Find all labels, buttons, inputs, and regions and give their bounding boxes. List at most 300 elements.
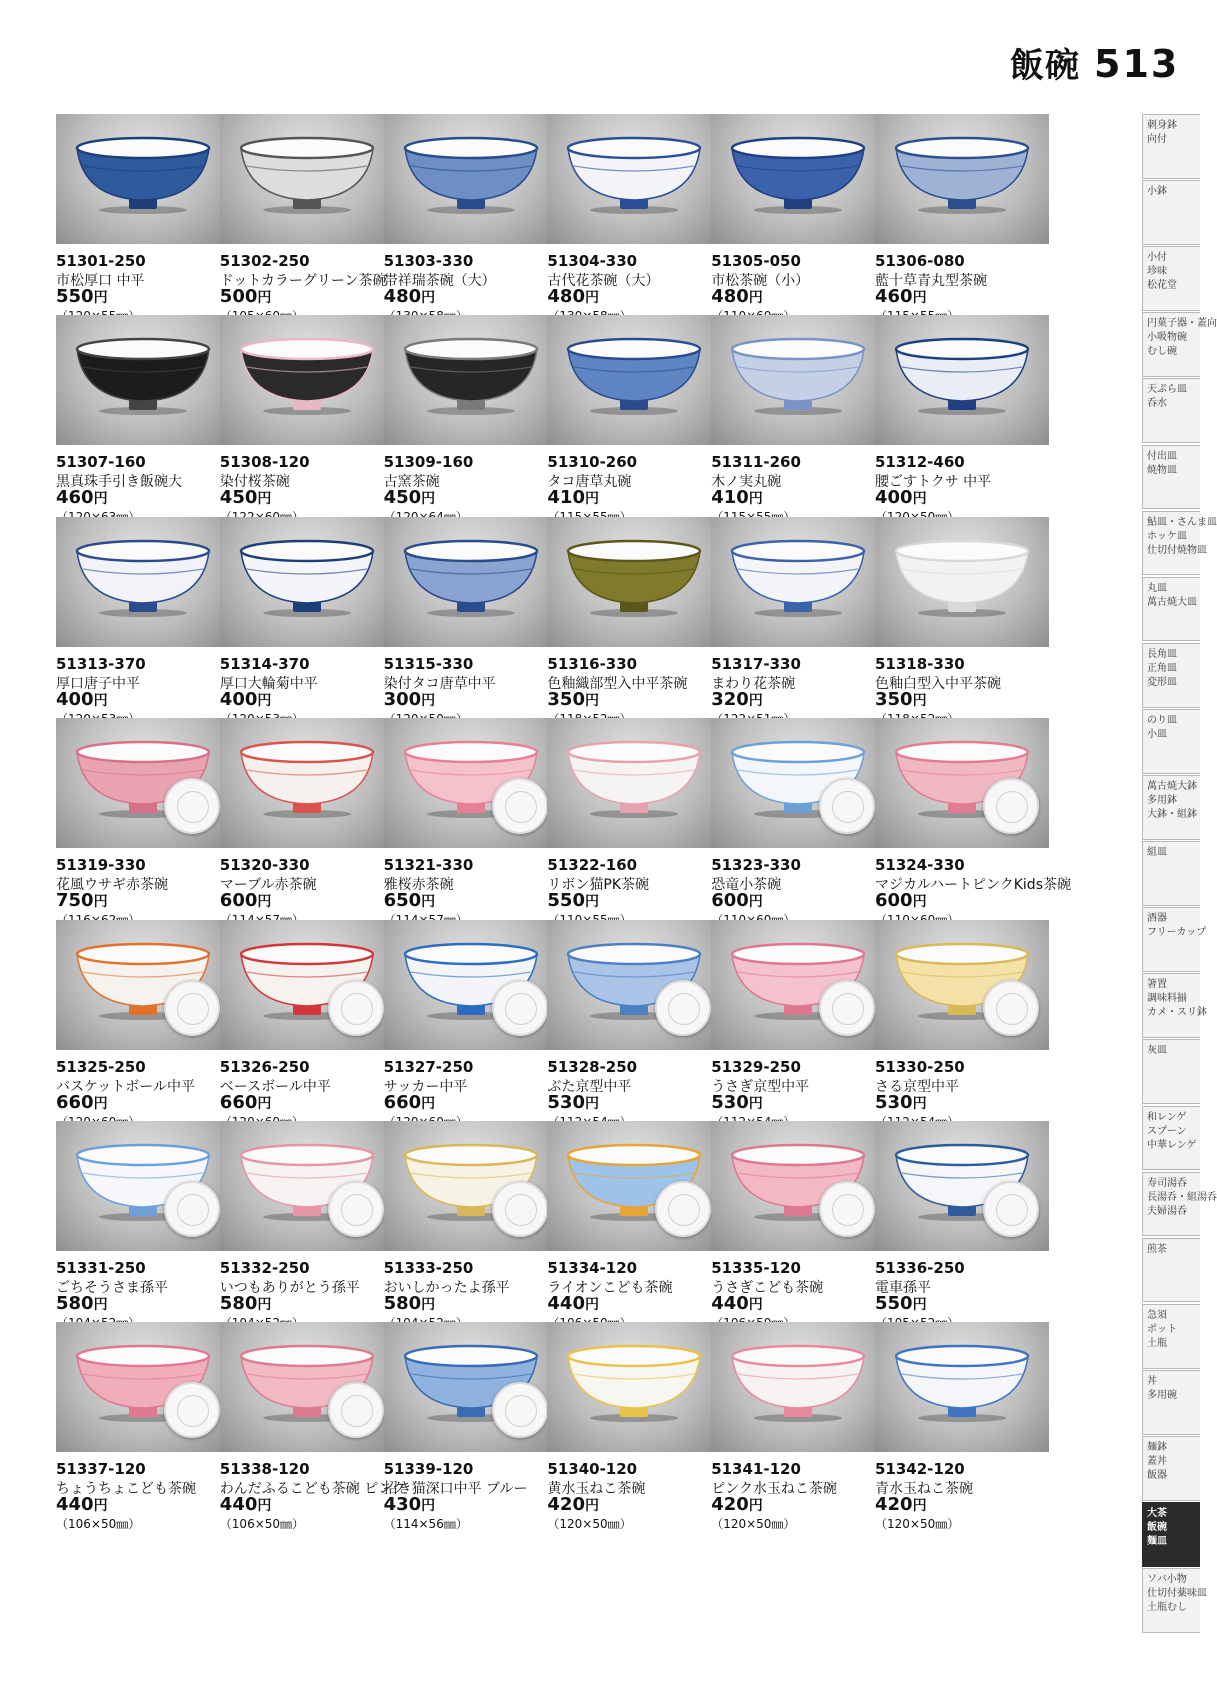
price-unit: 円 (748, 290, 763, 306)
product-name: バスケットボール中平 (56, 1078, 196, 1095)
index-tab-label: 土瓶むし (1147, 1602, 1187, 1614)
product-name: 市松厚口 中平 (56, 273, 145, 289)
product-name: サッカー中平 (383, 1078, 468, 1095)
index-tab[interactable] (1142, 1039, 1200, 1104)
product-item (220, 920, 394, 1130)
price-unit: 円 (584, 491, 599, 508)
saucer-image (164, 778, 220, 834)
product-code: 51324-330 (875, 856, 965, 875)
index-tab[interactable] (1142, 775, 1200, 840)
product-photo (384, 920, 558, 1050)
product-price (384, 1293, 436, 1314)
saucer-image (492, 980, 548, 1036)
index-tab-label: 麺鉢 (1147, 1442, 1167, 1453)
product-item (547, 1322, 721, 1532)
index-tab-label: ホッケ皿 (1147, 530, 1187, 542)
index-tab[interactable] (1142, 246, 1200, 311)
index-tab-label: 麺皿 (1147, 1536, 1167, 1548)
product-photo (220, 114, 394, 244)
saucer-image (492, 778, 548, 834)
product-photo (547, 718, 721, 848)
price-unit: 円 (748, 1095, 763, 1112)
index-tab-label: 珍味 (1147, 266, 1167, 278)
bowl-image (728, 136, 868, 214)
index-tab[interactable] (1142, 1238, 1200, 1303)
product-photo (711, 920, 885, 1050)
price-unit: 円 (912, 894, 927, 911)
price-unit: 円 (421, 1498, 436, 1515)
saucer-image (492, 1382, 548, 1438)
product-price (220, 1293, 272, 1314)
price-unit: 円 (257, 692, 272, 709)
price-unit: 円 (748, 491, 763, 508)
product-price (384, 1494, 436, 1515)
price-value: 400 (875, 487, 913, 509)
index-tab-label: 大鉢・組鉢 (1147, 809, 1197, 820)
product-item (547, 1121, 721, 1331)
index-tab[interactable] (1142, 378, 1200, 443)
product-price (711, 1494, 763, 1515)
product-code: 51329-250 (711, 1057, 801, 1076)
product-price (56, 286, 108, 307)
product-item (711, 114, 885, 324)
index-tab[interactable] (1142, 1568, 1207, 1633)
product-item (384, 517, 558, 727)
product-item (547, 517, 721, 727)
product-code: 51330-250 (875, 1057, 965, 1076)
price-value: 420 (547, 1494, 585, 1516)
product-price (711, 1293, 763, 1314)
product-code: 51326-250 (219, 1057, 310, 1076)
price-unit: 円 (257, 491, 272, 508)
product-photo (711, 1322, 885, 1452)
bowl-image (564, 136, 704, 214)
product-item (220, 114, 394, 324)
product-code: 51328-250 (547, 1057, 638, 1076)
index-tab[interactable] (1142, 1370, 1200, 1435)
product-name: マーブル赤茶碗 (219, 877, 317, 894)
product-photo (384, 114, 558, 244)
price-unit: 円 (421, 692, 436, 709)
product-code: 51313-370 (56, 654, 146, 673)
bowl-image (73, 136, 213, 214)
index-tab-label: 萬古焼大鉢 (1147, 781, 1197, 792)
product-code: 51342-120 (875, 1460, 965, 1479)
index-tab-label: 向付 (1147, 134, 1167, 145)
index-tab[interactable] (1142, 445, 1200, 510)
product-item (875, 718, 1071, 928)
index-tab[interactable] (1142, 312, 1217, 377)
product-price (384, 487, 436, 508)
index-tab-label: 急須 (1147, 1309, 1167, 1321)
price-unit: 円 (421, 1297, 436, 1313)
product-name: ベースボール中平 (219, 1078, 331, 1095)
product-photo (220, 920, 394, 1050)
index-tab[interactable] (1142, 907, 1207, 972)
product-name: タコ唐草丸碗 (547, 474, 632, 491)
product-code: 51304-330 (547, 252, 638, 270)
bowl-image (728, 337, 868, 415)
index-tab-label: 焼物皿 (1147, 464, 1177, 476)
product-name: リボン猫PK茶碗 (547, 877, 650, 894)
product-code: 51301-250 (56, 252, 146, 270)
product-photo (384, 1121, 558, 1251)
index-tab[interactable] (1142, 973, 1207, 1038)
product-photo (56, 315, 230, 445)
index-tab-label: 大茶 (1147, 1508, 1167, 1520)
saucer-image (655, 1181, 711, 1237)
index-tab-label: 小鉢 (1147, 186, 1167, 198)
index-tab-label: 多用碗 (1147, 1389, 1177, 1401)
product-price (220, 689, 272, 710)
bowl-image (401, 337, 541, 415)
price-unit: 円 (93, 692, 108, 709)
index-tab-label: 飯器 (1147, 1470, 1167, 1481)
index-tab[interactable] (1142, 511, 1217, 576)
product-photo (547, 114, 721, 244)
category-index (1142, 114, 1217, 1634)
product-code: 51322-160 (547, 856, 638, 875)
product-code: 51338-120 (219, 1460, 310, 1479)
product-code: 51309-160 (383, 453, 474, 472)
product-photo (220, 315, 394, 445)
product-item (547, 315, 721, 525)
price-value: 480 (383, 286, 422, 307)
product-item (711, 1322, 885, 1532)
product-item (547, 920, 721, 1130)
price-unit: 円 (584, 290, 599, 306)
index-tab-label: 仕切付焼物皿 (1147, 544, 1207, 556)
saucer-image (819, 1181, 875, 1237)
product-code: 51331-250 (56, 1259, 146, 1277)
product-code: 51318-330 (875, 654, 965, 673)
bowl-image (728, 1344, 868, 1422)
product-photo (547, 1121, 721, 1251)
product-item (711, 517, 885, 727)
index-tab-label: 中華レンゲ (1147, 1139, 1197, 1151)
index-tab[interactable] (1142, 709, 1200, 774)
index-tab-label: 小皿 (1147, 728, 1167, 740)
product-code: 51314-370 (219, 654, 310, 673)
index-tab[interactable] (1142, 643, 1200, 708)
product-item (875, 1121, 1049, 1331)
saucer-image (983, 778, 1039, 834)
price-unit: 円 (257, 1297, 272, 1313)
product-code: 51311-260 (711, 453, 801, 472)
price-unit: 円 (584, 692, 599, 709)
product-name: 腰ごすトクサ 中平 (875, 474, 992, 491)
product-name: まわり花茶碗 (711, 675, 796, 692)
price-unit: 円 (748, 1297, 763, 1313)
product-item (56, 114, 230, 324)
product-name: ごちそうさま孫平 (56, 1280, 168, 1296)
product-size: （120×50㎜） (875, 1517, 960, 1532)
price-unit: 円 (93, 1297, 108, 1313)
index-tab[interactable] (1142, 1304, 1200, 1369)
product-item (220, 315, 394, 525)
product-price (220, 890, 272, 911)
bowl-image (564, 1344, 704, 1422)
product-item (547, 718, 721, 928)
product-code: 51323-330 (711, 856, 801, 875)
product-photo (875, 517, 1049, 647)
price-value: 580 (383, 1293, 422, 1314)
product-photo (547, 1322, 721, 1452)
product-size: （114×56㎜） (383, 1517, 468, 1532)
price-value: 580 (219, 1293, 258, 1314)
product-name: 花風ウサギ赤茶碗 (56, 877, 168, 894)
product-name: 市松茶碗（小） (711, 273, 810, 289)
index-tab[interactable] (1142, 114, 1200, 179)
index-tab-label: 仕切付薬味皿 (1147, 1588, 1207, 1600)
index-tab[interactable] (1142, 1172, 1217, 1237)
product-name: 染付桜茶碗 (219, 474, 290, 491)
product-name: 厚口唐子中平 (56, 675, 140, 692)
product-name: いつもありがとう孫平 (219, 1280, 360, 1296)
product-price (875, 286, 927, 307)
price-value: 430 (383, 1494, 422, 1516)
index-tab-label: 小付 (1147, 252, 1167, 264)
product-item (56, 517, 230, 727)
price-value: 660 (383, 1091, 422, 1113)
index-tab-label: 松花堂 (1147, 280, 1177, 292)
index-tab-label: 呑水 (1147, 398, 1167, 410)
product-photo (56, 1121, 230, 1251)
price-unit: 円 (421, 1095, 436, 1112)
product-name: うさぎ京型中平 (711, 1078, 810, 1095)
index-tab-active[interactable] (1142, 1502, 1200, 1567)
bowl-image (892, 136, 1032, 214)
product-item (875, 114, 1049, 324)
index-tab-label: 丼 (1147, 1375, 1157, 1387)
bowl-image (401, 136, 541, 214)
product-photo (56, 920, 230, 1050)
price-value: 460 (875, 286, 913, 307)
product-code: 51339-120 (383, 1460, 474, 1479)
product-price (547, 1293, 599, 1314)
product-name: 染付タコ唐草中平 (383, 675, 496, 692)
price-unit: 円 (584, 1095, 599, 1112)
product-name: 黒真珠手引き飯碗大 (56, 474, 182, 491)
bowl-image (564, 740, 704, 818)
price-value: 550 (56, 286, 94, 307)
index-tab[interactable] (1142, 841, 1200, 906)
product-code: 51341-120 (711, 1460, 801, 1479)
saucer-image (983, 1181, 1039, 1237)
product-code: 51310-260 (547, 453, 638, 472)
product-photo (220, 517, 394, 647)
product-price (384, 890, 436, 911)
product-price (875, 689, 927, 710)
product-price (711, 286, 763, 307)
price-unit: 円 (421, 894, 436, 911)
price-unit: 円 (584, 894, 599, 911)
product-code: 51317-330 (711, 654, 801, 673)
price-value: 460 (56, 487, 94, 509)
product-price (875, 1494, 927, 1515)
index-tab[interactable] (1142, 180, 1200, 245)
saucer-image (328, 980, 384, 1036)
bowl-image (401, 539, 541, 617)
product-name: 黄水玉ねこ茶碗 (547, 1481, 646, 1498)
product-item (220, 517, 394, 727)
product-item (547, 114, 721, 324)
bowl-image (237, 337, 377, 415)
index-tab-label: スプーン (1147, 1125, 1187, 1137)
product-photo (220, 1322, 394, 1452)
price-value: 450 (219, 487, 258, 509)
price-value: 400 (56, 688, 94, 710)
price-value: 440 (547, 1293, 585, 1314)
price-value: 420 (711, 1494, 749, 1516)
product-photo (56, 718, 230, 848)
product-name: 招き猫深口中平 ブルー (383, 1481, 528, 1498)
price-unit: 円 (257, 1498, 272, 1515)
index-tab-label: 夫婦湯呑 (1147, 1205, 1187, 1217)
product-code: 51303-330 (383, 252, 474, 270)
index-tab-label: 組皿 (1147, 847, 1167, 859)
product-name: わんだふるこども茶碗 ピンク (219, 1481, 406, 1498)
price-unit: 円 (421, 491, 436, 508)
saucer-image (492, 1181, 548, 1237)
price-unit: 円 (93, 290, 108, 306)
product-name: ピンク水玉ねこ茶碗 (711, 1481, 837, 1498)
product-price (711, 1092, 763, 1113)
index-tab[interactable] (1142, 577, 1200, 642)
product-photo (56, 1322, 230, 1452)
bowl-image (564, 337, 704, 415)
product-price (220, 286, 272, 307)
product-code: 51316-330 (547, 654, 638, 673)
product-photo (875, 1121, 1049, 1251)
product-price (547, 890, 599, 911)
product-photo (875, 315, 1049, 445)
product-name: 古窯茶碗 (383, 474, 440, 491)
price-unit: 円 (912, 692, 927, 709)
index-tab-label: 天ぷら皿 (1147, 384, 1187, 396)
index-tab-label: ポット (1147, 1323, 1177, 1335)
product-photo (547, 517, 721, 647)
product-photo (711, 517, 885, 647)
index-tab-label: ソバ小物 (1147, 1574, 1187, 1586)
saucer-image (164, 1181, 220, 1237)
product-name: 帯祥瑞茶碗（大） (383, 273, 496, 289)
product-name: 古代花茶碗（大） (547, 273, 660, 289)
page-number: 513 (1094, 42, 1180, 86)
product-name: 藍十草青丸型茶碗 (875, 273, 987, 289)
price-value: 320 (711, 688, 749, 710)
product-price (56, 689, 108, 710)
product-item (875, 517, 1049, 727)
product-size: （120×50㎜） (711, 1517, 796, 1532)
price-unit: 円 (93, 894, 108, 911)
index-tab[interactable] (1142, 1436, 1200, 1501)
price-value: 440 (219, 1494, 258, 1516)
index-tab-label: むし碗 (1147, 346, 1177, 358)
page-header (1010, 38, 1185, 88)
price-unit: 円 (93, 491, 108, 508)
price-unit: 円 (912, 1095, 927, 1112)
product-code: 51321-330 (383, 856, 474, 875)
product-code: 51302-250 (219, 252, 310, 270)
product-name: 色釉白型入中平茶碗 (875, 675, 1001, 692)
product-photo (711, 114, 885, 244)
index-tab-label: 和レンゲ (1147, 1111, 1187, 1123)
product-code: 51327-250 (383, 1057, 474, 1076)
product-photo (384, 718, 558, 848)
product-item (875, 1322, 1049, 1532)
index-tab[interactable] (1142, 1106, 1200, 1171)
product-item (384, 1322, 558, 1532)
product-item (384, 315, 558, 525)
section-title: 飯碗 (1010, 46, 1080, 86)
product-photo (56, 114, 230, 244)
product-price (56, 1494, 108, 1515)
product-code: 51312-460 (875, 453, 965, 472)
product-price (711, 890, 763, 911)
product-item (384, 114, 558, 324)
price-unit: 円 (912, 290, 927, 306)
product-code: 51315-330 (383, 654, 474, 673)
product-photo (384, 315, 558, 445)
index-tab-label: 多用鉢 (1147, 795, 1177, 806)
price-value: 600 (219, 890, 258, 912)
product-code: 51305-050 (711, 252, 801, 270)
product-price (547, 1092, 599, 1113)
index-tab-label: 土瓶 (1147, 1337, 1167, 1349)
product-item (56, 1322, 230, 1532)
product-price (56, 487, 108, 508)
product-size: （120×50㎜） (547, 1517, 632, 1532)
price-value: 530 (711, 1091, 749, 1113)
price-value: 600 (875, 890, 913, 912)
price-value: 350 (547, 688, 585, 710)
product-code: 51340-120 (547, 1460, 638, 1479)
index-tab-label: 酒器 (1147, 913, 1167, 925)
saucer-image (328, 1181, 384, 1237)
product-name: 厚口大輪菊中平 (219, 675, 318, 692)
product-item (711, 315, 885, 525)
product-price (220, 1494, 272, 1515)
product-name: ちょうちょこども茶碗 (56, 1481, 196, 1498)
product-item (220, 718, 394, 928)
bowl-image (237, 539, 377, 617)
price-value: 410 (547, 487, 585, 509)
price-value: 480 (547, 286, 585, 307)
index-tab-label: 煎茶 (1147, 1243, 1167, 1255)
product-name: マジカルハートピンクKids茶碗 (875, 877, 1071, 894)
price-unit: 円 (584, 1297, 599, 1313)
index-tab-label: 丸皿 (1147, 582, 1167, 594)
product-photo (711, 1121, 885, 1251)
product-photo (56, 517, 230, 647)
price-value: 600 (711, 890, 749, 912)
product-name: おいしかったよ孫平 (383, 1280, 510, 1296)
price-unit: 円 (912, 491, 927, 508)
bowl-image (728, 539, 868, 617)
product-price (56, 890, 108, 911)
index-tab-label: 灰皿 (1147, 1045, 1167, 1057)
bowl-image (892, 1344, 1032, 1422)
product-price (711, 689, 763, 710)
price-value: 350 (875, 688, 913, 710)
product-price (875, 890, 927, 911)
index-tab-label: 長湯呑・組湯呑 (1147, 1191, 1217, 1203)
price-value: 750 (56, 890, 94, 912)
bowl-image (73, 337, 213, 415)
product-name: 木ノ実丸碗 (711, 474, 782, 491)
index-tab-label: 円菓子器・蓋向 (1147, 318, 1217, 330)
